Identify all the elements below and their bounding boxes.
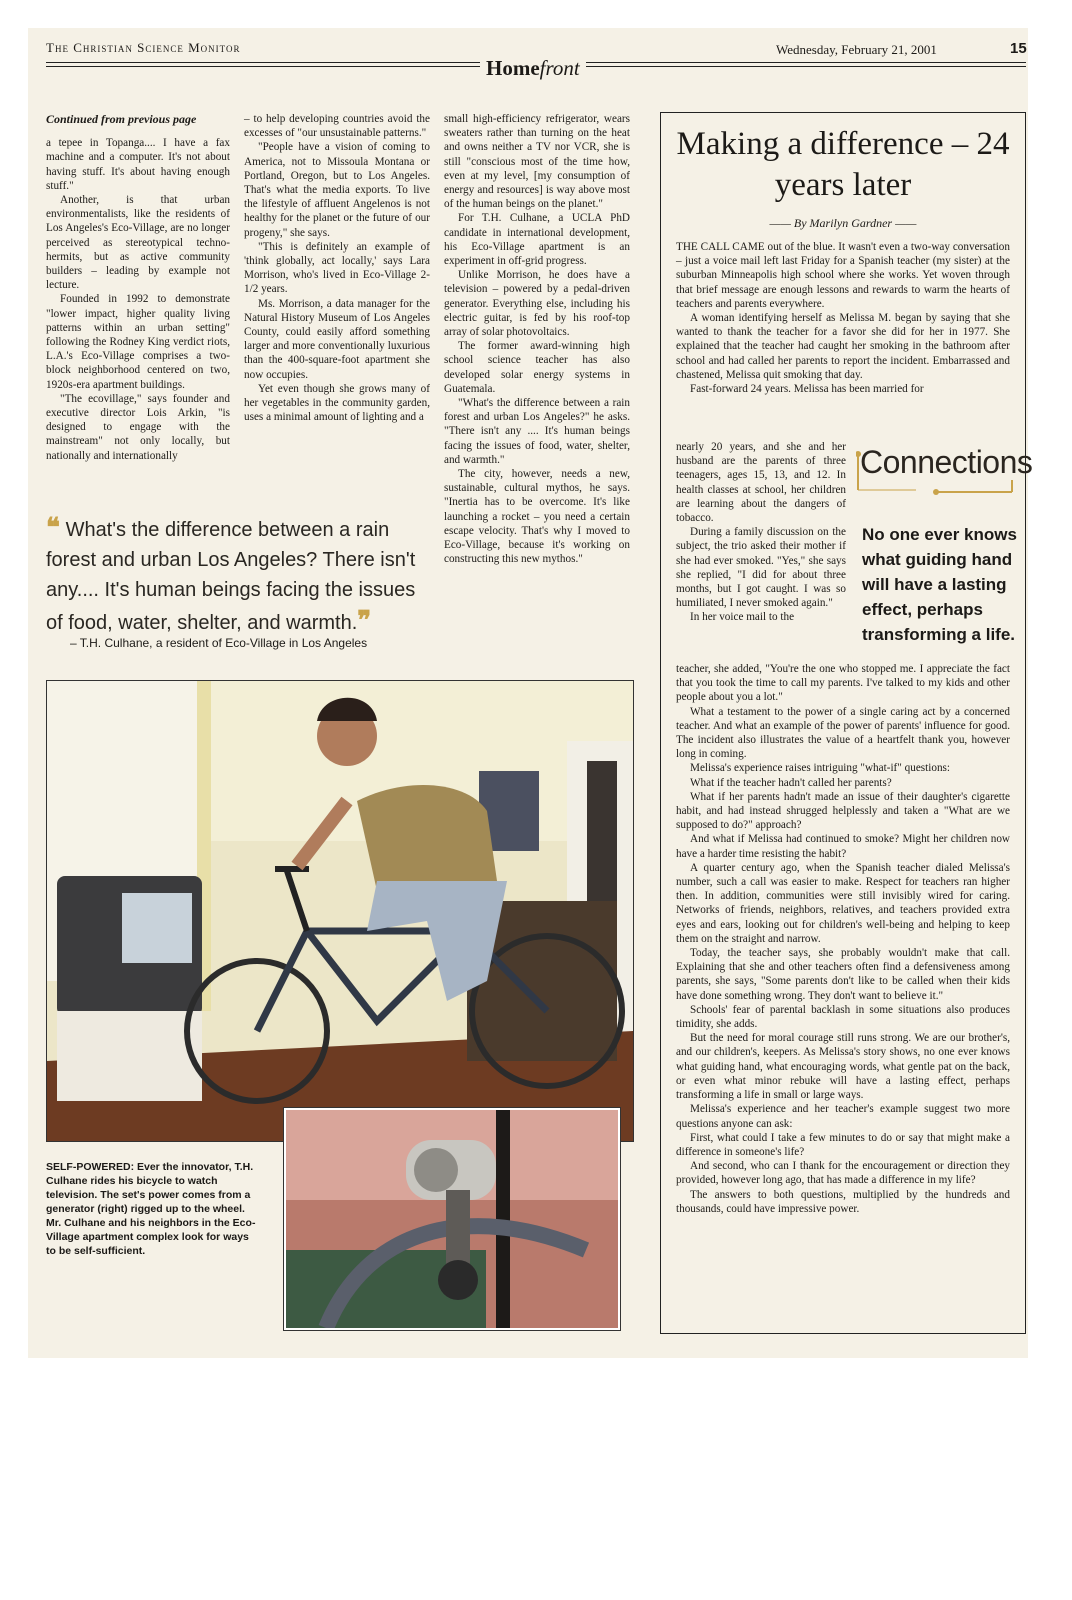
paragraph: Schools' fear of parental backlash in some situations also produces timidity, she adds. (676, 1003, 1010, 1031)
pull-quote (46, 512, 426, 638)
paragraph: Fast-forward 24 years. Melissa has been married for (690, 383, 924, 396)
continued-label: Continued from previous page (46, 112, 197, 126)
sidebar-text-bottom (676, 662, 1010, 1216)
article-column-2 (244, 112, 430, 424)
sidebar-text-narrow (676, 440, 846, 625)
open-quote-mark: ❝ (46, 512, 60, 542)
paragraph: – to help developing countries avoid the excesses of "our unsustainable patterns." (244, 113, 430, 140)
issue-date: Wednesday, February 21, 2001 (776, 42, 937, 57)
paragraph: Founded in 1992 to demonstrate "lower impact, higher quality living patterns within an urban setting" following the Rodney King verdict riots, L.A.'s Eco-Village comprises a two-block neighborhood centered on two, 1920s-era apartment buildings. (46, 293, 230, 391)
article-column-1 (46, 112, 230, 463)
paragraph: What a testament to the power of a single caring act by a concerned teacher. And what an example of the power of parents' influence for good. The incident also illustrates the value of a heartfelt thank you, however long in coming. (676, 705, 1010, 761)
sidebar-byline: —— By Marilyn Gardner —— (769, 216, 917, 230)
pull-quote-text: What's the difference between a rain forest and urban Los Angeles? There isn't any.... It's human beings facing the issues of food, water, shelter, and warmth. (46, 519, 416, 634)
paragraph: A woman identifying herself as Melissa M. began by saying that she wanted to thank the teacher for a favor she did for her in 1977. She explained that the teacher had caught her smoking in the bathroom after school and had called her parents to report the incident. Embarrassed and chastened, Melissa quit smoking that day. (676, 312, 1010, 381)
paragraph: The former award-winning high school science teacher has also developed solar energy systems in Guatemala. (444, 340, 630, 395)
paragraph: small high-efficiency refrigerator, wears sweaters rather than turning on the heat and owns neither a TV nor VCR, she is still "conscious most of the time how, even at my level, [my consumption of energy and resources] is way above most of the human beings on the planet." (444, 113, 630, 211)
paragraph: Unlike Morrison, he does have a television – powered by a pedal-driven generator. Everything else, including his electric guitar, is fed by his roof-top array of solar photovoltaics. (444, 269, 630, 339)
paragraph: What if the teacher hadn't called her parents? (690, 776, 892, 789)
paragraph: Today, the teacher says, she probably wouldn't make that call. Explaining that she and other teachers often find a defensiveness among parents, she says, "Some parents don't like to be called when their kids have done something wrong. They don't want to believe it." (676, 947, 1010, 1002)
paragraph: Yet even though she grows many of her vegetables in the community garden, uses a minimal amount of lighting and a (244, 382, 430, 424)
publication-name: The Christian Science Monitor (46, 40, 241, 55)
paragraph: During a family discussion on the subject, the trio asked their mother if she had ever smoked. "Yes," she says she replied, "I did for about three months, but I got caught. I was so humiliated, I never smoked again." (676, 526, 846, 610)
paragraph: But the need for moral courage still runs strong. We are our brother's, and our children's, keepers. As Melissa's story shows, no one ever knows what guiding hand, what encouraging words, what gentle pat on the back, or even what minor rebuke will have a lasting effect, perhaps transforming a life in small or large ways. (676, 1032, 1010, 1102)
article-column-3 (444, 112, 630, 567)
paragraph: a tepee in Topanga.... I have a fax machine and a computer. It's not about having stuff. It's about having enough stuff." (46, 137, 230, 192)
bicycle-tv-photo (46, 680, 634, 1142)
paragraph: Melissa's experience and her teacher's example suggest two more questions anyone can ask: (676, 1103, 1010, 1130)
paragraph: teacher, she added, "You're the one who stopped me. I appreciate the fact that you took the time to call my parents. I've talked to my kids and other people about you a lot." (676, 663, 1010, 704)
paragraph: Another, is that urban environmentalists, like the residents of Los Angeles's Eco-Village, are no longer perceived as stereotypical techno-hermits, but as active community builders – leading by example not lecture. (46, 194, 230, 292)
paragraph: Ms. Morrison, a data manager for the Natural History Museum of Los Angeles County, could easily afford something larger and more conventionally luxurious than the 400-square-foot apartment she now occupies. (244, 297, 430, 381)
paragraph: "People have a vision of coming to America, not to Missoula Montana or Portland, Oregon, but to Los Angeles. That's what the media exports. To live the lifestyle of affluent Angelenos is not healthy for the planet or the future of our progeny," she says. (244, 141, 430, 239)
photo-caption: SELF-POWERED: Ever the innovator, T.H. Culhane rides his bicycle to watch television. The set's power comes from a generator (right) rigged up to the wheel. Mr. Culhane and his neighbors in the Eco-Village apartment complex look for ways to be self-sufficient. (46, 1161, 256, 1257)
paragraph: "This is definitely an example of 'think globally, act locally,' says Lara Morrison, who's lived in Eco-Village 2-1/2 years. (244, 240, 430, 296)
paragraph: In her voice mail to the (690, 611, 795, 624)
paragraph: And what if Melissa had continued to smoke? Might her children now have a harder time resisting the habit? (676, 833, 1010, 860)
paragraph: First, what could I take a few minutes to do or say that might make a difference in someone's life? (676, 1131, 1010, 1158)
close-quote-mark: ❞ (357, 605, 372, 635)
generator-photo (284, 1108, 620, 1330)
sidebar-title: Making a difference – 24 years later (676, 126, 1010, 203)
connections-label: Connections (860, 444, 1033, 480)
paragraph: Melissa's experience raises intriguing "what-if" questions: (690, 762, 951, 775)
paragraph: For T.H. Culhane, a UCLA PhD candidate in international development, his Eco-Village apartment is an experiment in off-grid progress. (444, 212, 630, 268)
section-title: Homefront (480, 56, 586, 81)
page-number: 15 (1010, 40, 1027, 57)
sidebar-text-top (676, 240, 1010, 396)
paragraph: "What's the difference between a rain forest and urban Los Angeles?" he asks. "There isn't any .... It's human beings facing the issues of food, water, shelter, and warmth." (444, 397, 630, 466)
paragraph: THE CALL CAME out of the blue. It wasn't even a two-way conversation – just a voice mail left last Friday for a Spanish teacher (my sister) at the suburban Minneapolis high school where she works. Yet woven through that brief message are enough lessons and rewards to warm the hearts of teachers and parents everywhere. (676, 241, 1010, 310)
paragraph: What if her parents hadn't made an issue of their daughter's cigarette habit, and had instead shrugged helplessly and taken a "What are we supposed to do?" approach? (676, 790, 1010, 832)
paragraph: A quarter century ago, when the Spanish teacher dialed Melissa's number, such a call was easier to make. Respect for teachers ran higher then. In addition, communities were still invisibly wired for caring. Networks of friends, neighbors, relatives, and teachers provided extra eyes and ears, looking out for children's well-being and helping to keep them on the straight and narrow. (676, 861, 1010, 945)
paragraph: "The ecovillage," says founder and executive director Lois Arkin, "is designed to engage with the mainstream" not only locally, but nationally and internationally (46, 392, 230, 462)
paragraph: And second, who can I thank for the encouragement or direction they provided, however long ago, that has made a difference in my life? (676, 1160, 1010, 1187)
paragraph: The city, however, needs a new, sustainable, cultural mythos, he says. "Inertia has to be overcome. It's like launching a rocket – you need a certain escape velocity. That's why I moved to Eco-Village, because it's working on constructing this new mythos." (444, 468, 630, 566)
paragraph: nearly 20 years, and she and her husband are the parents of three teenagers, ages 15, 13, and 12. In health classes at school, her children are learning about the dangers of tobacco. (676, 441, 846, 525)
pull-quote-attribution: – T.H. Culhane, a resident of Eco-Village in Los Angeles (70, 636, 368, 650)
sidebar-pull-quote: No one ever knows what guiding hand will have a lasting effect, perhaps transforming a life. (862, 525, 1017, 644)
paragraph: The answers to both questions, multiplied by the hundreds and thousands, could have impressive power. (676, 1188, 1010, 1215)
